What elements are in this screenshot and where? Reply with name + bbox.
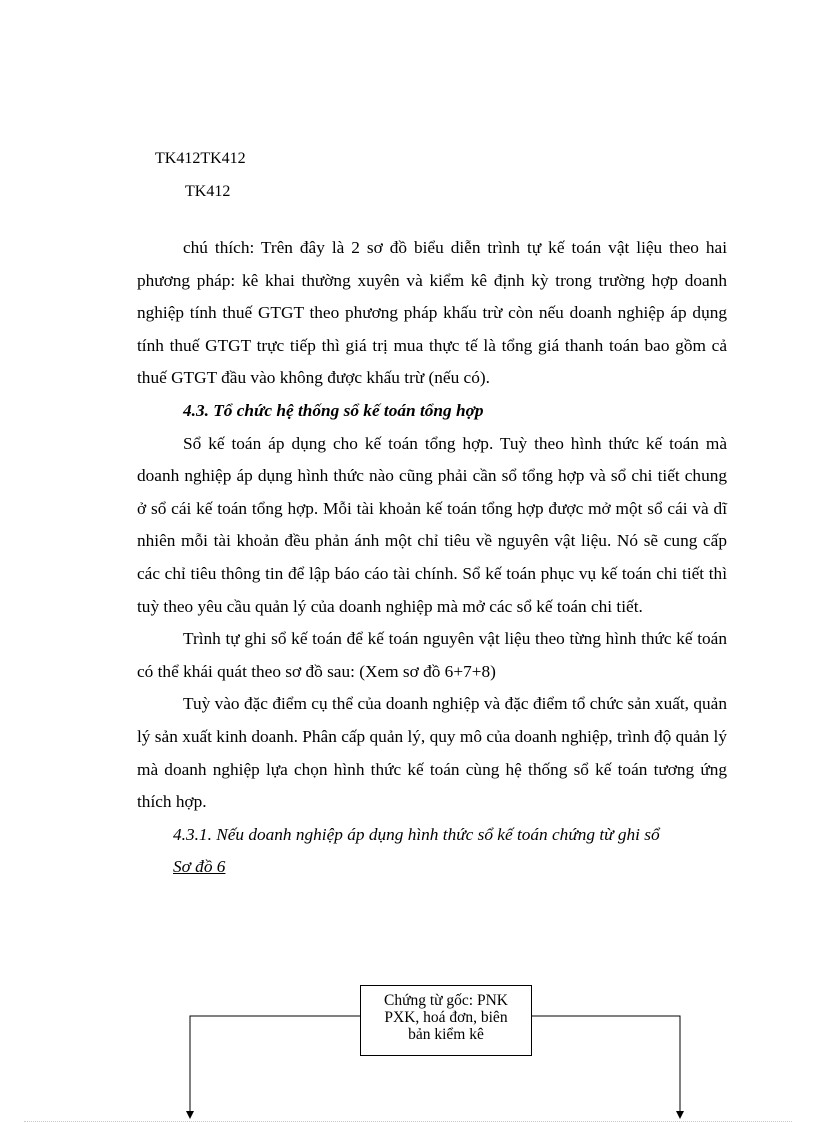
box-text-line-2: PXK, hoá đơn, biên — [384, 1009, 508, 1026]
right-arrow-head — [676, 1111, 684, 1119]
account-code-line-2: TK412 — [185, 183, 231, 200]
box-text-line-1: Chứng từ gốc: PNK — [383, 992, 508, 1009]
paragraph-accounting-books: Sổ kế toán áp dụng cho kế toán tổng hợp. Tuỳ theo hình thức kế toán mà doanh nghiệp áp dụng hình thức nào cũng phải cần sổ tổng hợp và sổ chi tiết chung ở sổ cái kế toán tổng hợp. Mỗi tài khoản kế toán tổng hợp được mở một sổ cái và dĩ nhiên mỗi tài khoản đều phản ánh một chỉ tiêu về nguyên vật liệu. Nó sẽ cung cấp các chỉ tiêu thông tin để lập báo cáo tài chính. Sổ kế toán phục vụ kế toán chi tiết thì tuỳ theo yêu cầu quản lý của doanh nghiệp mà mở các sổ kế toán chi tiết. — [137, 433, 727, 616]
paragraph-recording-sequence: Trình tự ghi sổ kế toán để kế toán nguyên vật liệu theo từng hình thức kế toán có thể khái quát theo sơ đồ sau: (Xem sơ đồ 6+7+8) — [137, 629, 727, 681]
page-bottom-dotted-line — [24, 1121, 792, 1122]
source-documents-box — [360, 985, 532, 1056]
left-arrow-head — [186, 1111, 194, 1119]
paragraph-selection-criteria: Tuỳ vào đặc điểm cụ thể của doanh nghiệp và đặc điểm tổ chức sản xuất, quản lý sản xuất kinh doanh. Phân cấp quản lý, quy mô của doanh nghiệp, trình độ quản lý mà doanh nghiệp lựa chọn hình thức kế toán cùng hệ thống sổ kế toán tương ứng thích hợp. — [137, 694, 727, 812]
section-heading-4-3: 4.3. Tổ chức hệ thống sổ kế toán tổng hợp — [183, 400, 484, 420]
caption-paragraph: chú thích: Trên đây là 2 sơ đồ biểu diễn trình tự kế toán vật liệu theo hai phương pháp: kê khai thường xuyên và kiểm kê định kỳ trong trường hợp doanh nghiệp tính thuế GTGT theo phương pháp khấu trừ còn nếu doanh nghiệp áp dụng tính thuế GTGT trực tiếp thì giá trị mua thực tế là tổng giá thanh toán bao gồm cả thuế GTGT đầu vào không được khấu trừ (nếu có). — [137, 238, 727, 388]
diagram-label: Sơ đồ 6 — [173, 857, 226, 877]
account-code-line-1: TK412TK412 — [155, 150, 246, 167]
right-connector-line — [532, 1016, 680, 1112]
left-connector-line — [190, 1016, 360, 1112]
subsection-heading-4-3-1: 4.3.1. Nếu doanh nghiệp áp dụng hình thức sổ kế toán chứng từ ghi sổ — [173, 824, 660, 844]
box-text-line-3: bản kiểm kê — [408, 1026, 484, 1043]
